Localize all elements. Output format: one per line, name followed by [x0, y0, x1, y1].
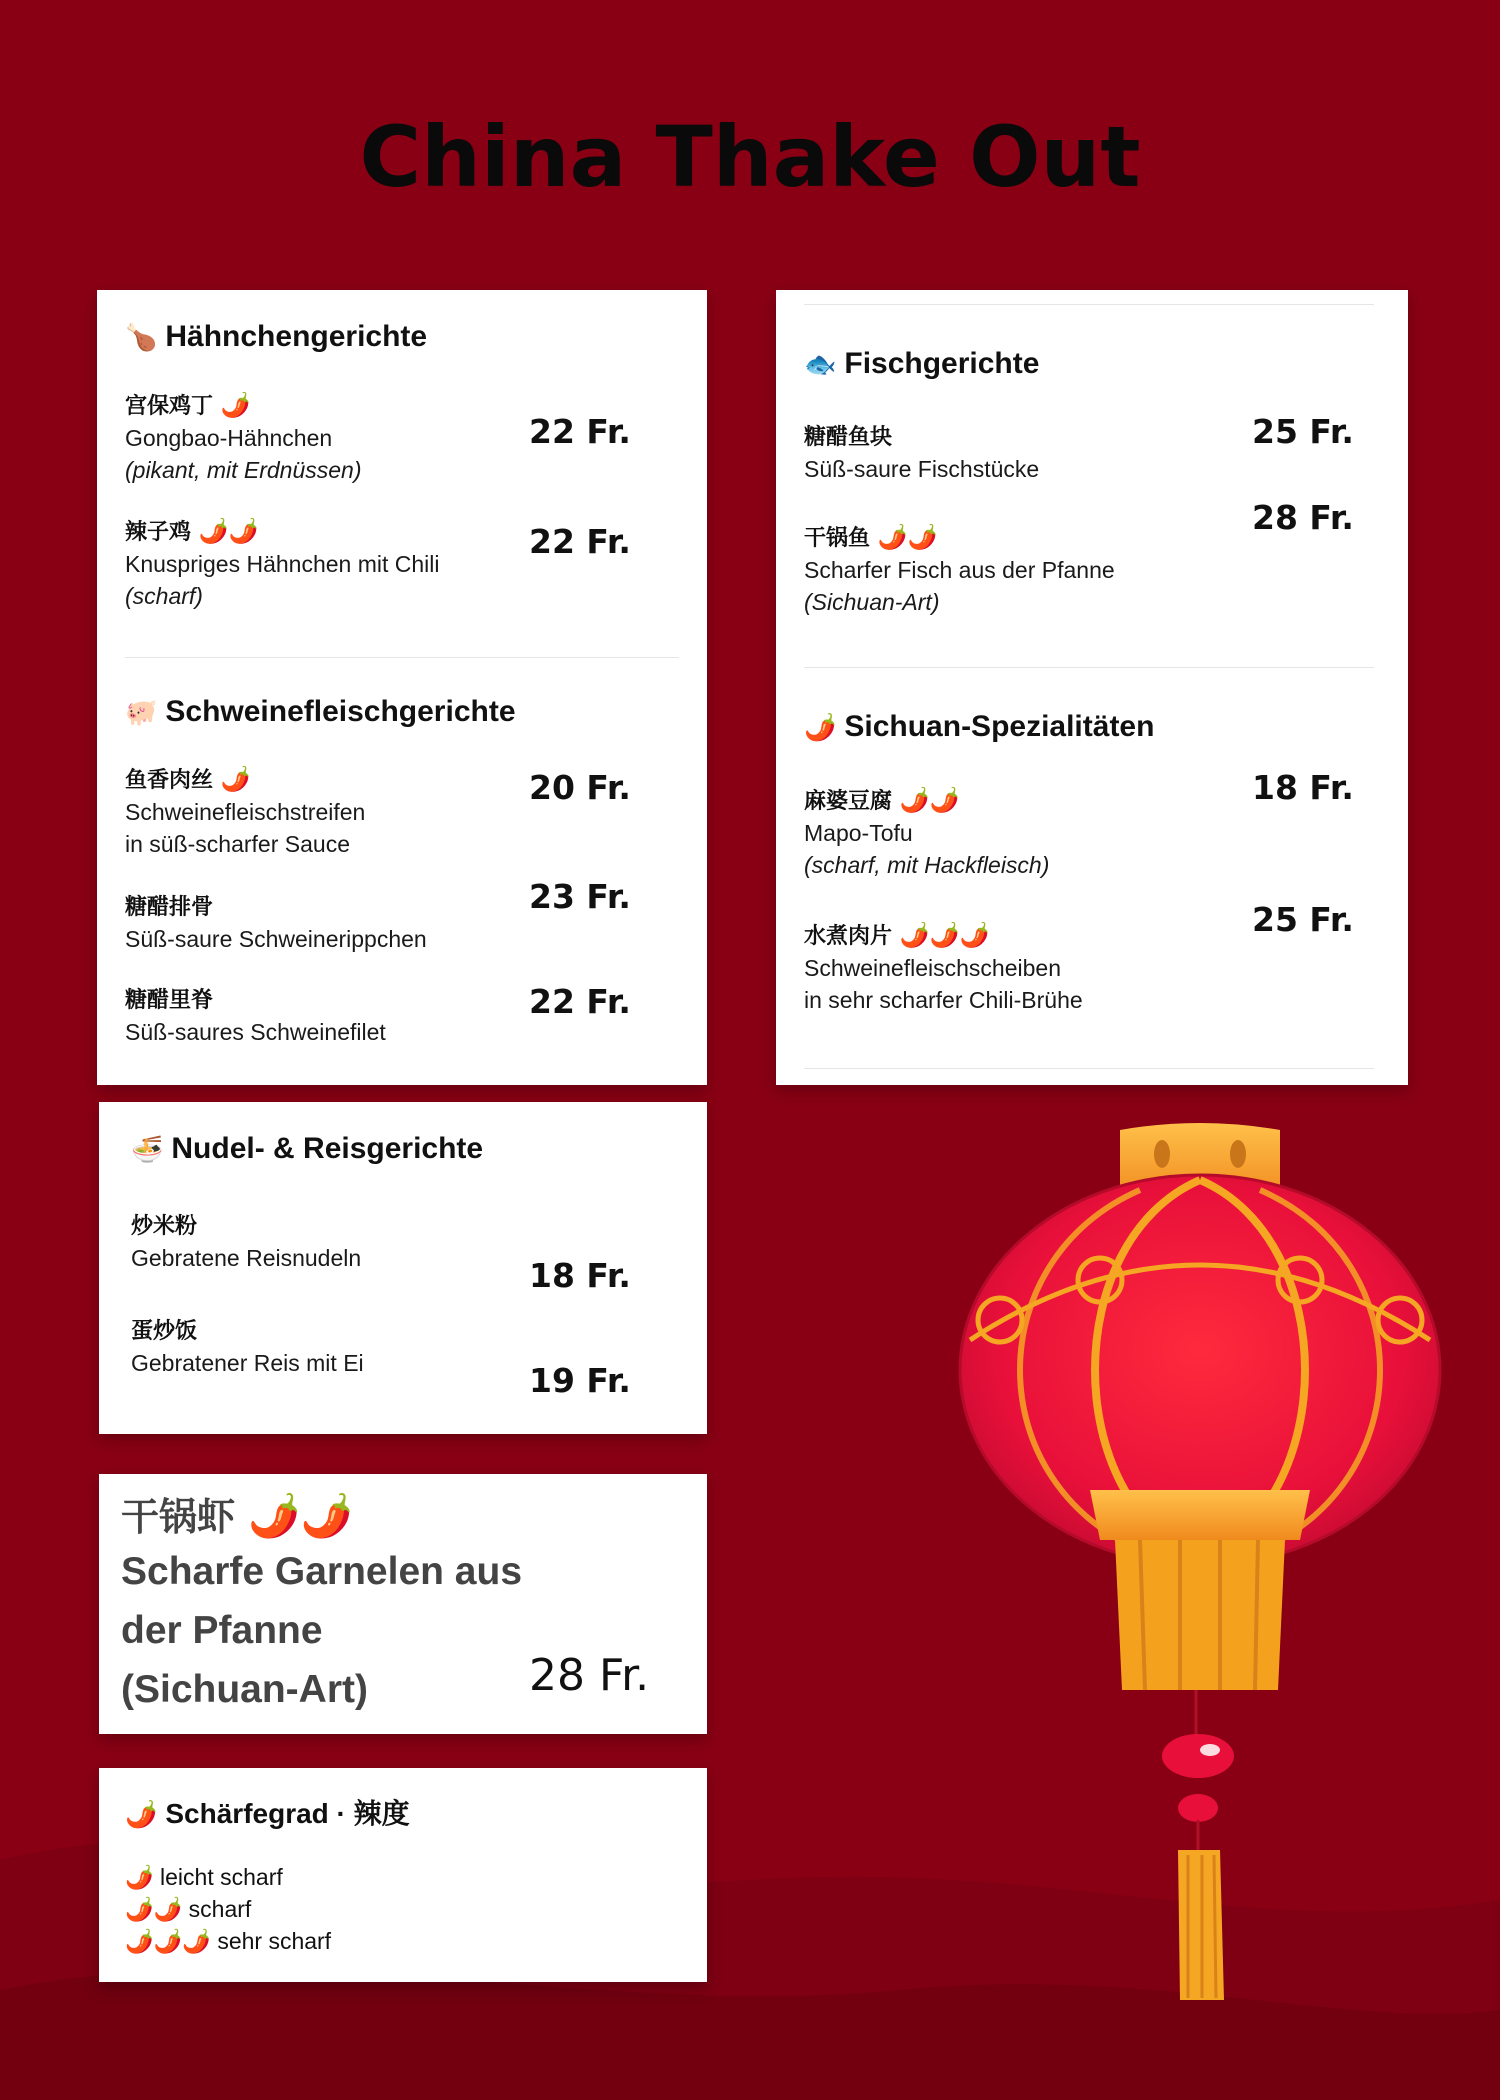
price-paigu: 23 Fr.: [529, 877, 631, 916]
page-title: China Thake Out: [359, 108, 1141, 206]
special-de-name: Scharfe Garnelen aus der Pfanne (Sichuan-Art): [121, 1550, 523, 1711]
legend-mild: 🌶️ leicht scharf: [125, 1864, 283, 1890]
chili-icon: 🌶️: [125, 1864, 154, 1890]
chili-icon: 🌶️: [125, 1799, 158, 1829]
menu-item-liji: 糖醋里脊 Süß-saures Schweinefilet: [125, 988, 386, 1045]
chili-icon: 🌶️🌶️: [248, 1491, 353, 1540]
menu-item-mapo-tofu: 麻婆豆腐 🌶️🌶️ Mapo-Tofu (scharf, mit Hackfleisch): [804, 786, 1050, 878]
price-shuizhu: 25 Fr.: [1252, 900, 1354, 939]
chili-icon: 🌶️🌶️: [899, 786, 960, 814]
divider: [125, 657, 679, 658]
chili-icon: 🌶️🌶️🌶️: [125, 1928, 211, 1954]
chicken-pork-card: [97, 290, 707, 1085]
price-special-shrimp: 28 Fr.: [529, 1650, 650, 1701]
pig-icon: 🐖: [125, 697, 158, 727]
noodle-bowl-icon: 🍜: [131, 1134, 164, 1164]
price-yuxiang: 20 Fr.: [529, 768, 631, 807]
chili-icon: 🌶️🌶️: [877, 523, 938, 551]
price-ganguo-fish: 28 Fr.: [1252, 498, 1354, 537]
chili-icon: 🌶️🌶️🌶️: [899, 921, 990, 949]
section-heading-noodles: 🍜 Nudel- & Reisgerichte: [131, 1132, 484, 1165]
noodles-rice-card: [99, 1102, 707, 1434]
menu-item-fish-sweet-sour: 糖醋鱼块 Süß-saure Fischstücke: [804, 425, 1040, 482]
chili-icon: 🌶️🌶️: [198, 517, 259, 545]
divider: [804, 1068, 1374, 1069]
chili-icon: 🌶️: [220, 765, 251, 793]
legend-hot: 🌶️🌶️🌶️ sehr scharf: [125, 1928, 332, 1954]
spiciness-legend-card: [99, 1768, 707, 1982]
divider: [804, 667, 1374, 668]
price-fried-rice-noodles: 18 Fr.: [529, 1256, 631, 1295]
chinese-lantern-illustration: [940, 1120, 1460, 2010]
price-egg-fried-rice: 19 Fr.: [529, 1361, 631, 1400]
price-liji: 22 Fr.: [529, 982, 631, 1021]
price-gongbao: 22 Fr.: [529, 412, 631, 451]
menu-item-yuxiang: 鱼香肉丝 🌶️ Schweinefleischstreifen in süß-scharfer Sauce: [125, 765, 366, 857]
menu-item-ganguo-fish: 干锅鱼 🌶️🌶️ Scharfer Fisch aus der Pfanne (Sichuan-Art): [804, 523, 1115, 615]
section-heading-legend: 🌶️ Schärfegrad · 辣度: [125, 1798, 410, 1829]
price-mapo-tofu: 18 Fr.: [1252, 768, 1354, 807]
price-laziji: 22 Fr.: [529, 522, 631, 561]
chili-icon: 🌶️: [804, 712, 837, 742]
price-fish-sweet-sour: 25 Fr.: [1252, 412, 1354, 451]
legend-medium: 🌶️🌶️ scharf: [125, 1896, 252, 1922]
chili-icon: 🌶️🌶️: [125, 1896, 183, 1922]
menu-item-fried-rice-noodles: 炒米粉 Gebratene Reisnudeln: [131, 1214, 362, 1271]
fish-icon: 🐟: [804, 349, 837, 379]
chili-icon: 🌶️: [220, 391, 251, 419]
section-heading-pork: 🐖 Schweinefleischgerichte: [125, 695, 516, 728]
special-zh-name: 干锅虾 🌶️🌶️: [121, 1491, 353, 1540]
menu-item-paigu: 糖醋排骨 Süß-saure Schweinerippchen: [125, 895, 427, 952]
divider: [804, 304, 1374, 305]
drumstick-icon: 🍗: [125, 322, 158, 352]
menu-item-gongbao: 宫保鸡丁 🌶️ Gongbao-Hähnchen (pikant, mit Erdnüssen): [125, 391, 362, 483]
section-heading-sichuan: 🌶️ Sichuan-Spezialitäten: [804, 710, 1155, 743]
special-shrimp-card: [99, 1474, 707, 1734]
section-heading-fish: 🐟 Fischgerichte: [804, 347, 1040, 380]
menu-item-laziji: 辣子鸡 🌶️🌶️ Knuspriges Hähnchen mit Chili (scharf): [125, 517, 440, 609]
menu-item-egg-fried-rice: 蛋炒饭 Gebratener Reis mit Ei: [131, 1319, 364, 1376]
menu-item-shuizhu: 水煮肉片 🌶️🌶️🌶️ Schweinefleischscheiben in sehr scharfer Chili-Brühe: [804, 921, 1083, 1013]
fish-sichuan-card: [776, 290, 1408, 1085]
section-heading-chicken: 🍗 Hähnchengerichte: [125, 320, 428, 353]
